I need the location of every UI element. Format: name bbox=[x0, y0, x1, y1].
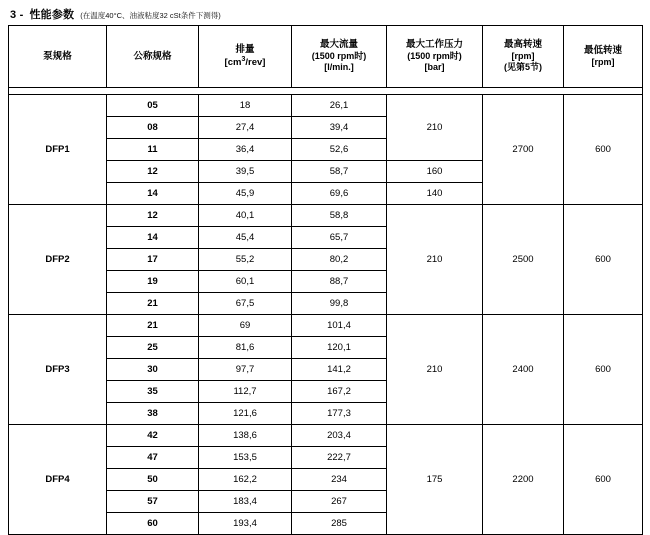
cell-displacement: 81,6 bbox=[199, 337, 292, 359]
cell-max-speed: 2200 bbox=[483, 425, 564, 535]
cell-flow: 101,4 bbox=[292, 315, 387, 337]
cell-min-speed: 600 bbox=[564, 315, 643, 425]
cell-displacement: 69 bbox=[199, 315, 292, 337]
section-heading bbox=[10, 6, 642, 20]
section-number: 3 - bbox=[10, 9, 24, 21]
cell-min-speed: 600 bbox=[564, 425, 643, 535]
cell-nominal-size: 60 bbox=[107, 513, 199, 535]
column-header-max-pressure: 最大工作压力 (1500 rpm时) [bar] bbox=[387, 26, 483, 88]
cell-nominal-size: 17 bbox=[107, 249, 199, 271]
cell-displacement: 121,6 bbox=[199, 403, 292, 425]
cell-nominal-size: 21 bbox=[107, 293, 199, 315]
cell-displacement: 138,6 bbox=[199, 425, 292, 447]
cell-nominal-size: 47 bbox=[107, 447, 199, 469]
cell-nominal-size: 38 bbox=[107, 403, 199, 425]
cell-nominal-size: 35 bbox=[107, 381, 199, 403]
cell-nominal-size: 14 bbox=[107, 227, 199, 249]
cell-flow: 222,7 bbox=[292, 447, 387, 469]
cell-nominal-size: 42 bbox=[107, 425, 199, 447]
header-separator-cell bbox=[9, 88, 643, 95]
cell-model: DFP4 bbox=[9, 425, 107, 535]
column-header-displacement: 排量 $[cm^3/rev]$ bbox=[199, 26, 292, 88]
cell-pressure: 175 bbox=[387, 425, 483, 535]
table-header bbox=[9, 26, 643, 88]
cell-flow: 69,6 bbox=[292, 183, 387, 205]
column-header-max-speed: 最高转速 [rpm] (见第5节) bbox=[483, 26, 564, 88]
cell-pressure: 160 bbox=[387, 161, 483, 183]
table-header-row bbox=[9, 26, 643, 88]
cell-model: DFP2 bbox=[9, 205, 107, 315]
cell-flow: 58,7 bbox=[292, 161, 387, 183]
cell-pressure: 210 bbox=[387, 315, 483, 425]
performance-table bbox=[8, 25, 643, 535]
cell-displacement: 55,2 bbox=[199, 249, 292, 271]
table-row bbox=[9, 425, 643, 447]
cell-flow: 99,8 bbox=[292, 293, 387, 315]
cell-flow: 285 bbox=[292, 513, 387, 535]
cell-nominal-size: 12 bbox=[107, 205, 199, 227]
cell-flow: 26,1 bbox=[292, 95, 387, 117]
column-header-min-speed: 最低转速 [rpm] bbox=[564, 26, 643, 88]
cell-displacement: 162,2 bbox=[199, 469, 292, 491]
cell-nominal-size: 05 bbox=[107, 95, 199, 117]
cell-flow: 120,1 bbox=[292, 337, 387, 359]
cell-min-speed: 600 bbox=[564, 95, 643, 205]
cell-nominal-size: 57 bbox=[107, 491, 199, 513]
cell-nominal-size: 11 bbox=[107, 139, 199, 161]
cell-displacement: 60,1 bbox=[199, 271, 292, 293]
cell-max-speed: 2400 bbox=[483, 315, 564, 425]
cell-flow: 141,2 bbox=[292, 359, 387, 381]
table-row bbox=[9, 315, 643, 337]
cell-displacement: 67,5 bbox=[199, 293, 292, 315]
cell-displacement: 153,5 bbox=[199, 447, 292, 469]
cell-flow: 234 bbox=[292, 469, 387, 491]
cell-displacement: 18 bbox=[199, 95, 292, 117]
cell-displacement: 97,7 bbox=[199, 359, 292, 381]
cell-flow: 177,3 bbox=[292, 403, 387, 425]
cell-flow: 267 bbox=[292, 491, 387, 513]
table-body bbox=[9, 88, 643, 535]
cell-displacement: 27,4 bbox=[199, 117, 292, 139]
column-header-max-flow: 最大流量 (1500 rpm时) [l/min.] bbox=[292, 26, 387, 88]
cell-displacement: 193,4 bbox=[199, 513, 292, 535]
table-row bbox=[9, 95, 643, 117]
cell-nominal-size: 30 bbox=[107, 359, 199, 381]
column-header-pump-size: 泵规格 bbox=[9, 26, 107, 88]
cell-displacement: 40,1 bbox=[199, 205, 292, 227]
cell-nominal-size: 50 bbox=[107, 469, 199, 491]
cell-pressure: 210 bbox=[387, 205, 483, 315]
cell-nominal-size: 19 bbox=[107, 271, 199, 293]
table-row bbox=[9, 205, 643, 227]
cell-nominal-size: 08 bbox=[107, 117, 199, 139]
cell-max-speed: 2700 bbox=[483, 95, 564, 205]
header-separator-row bbox=[9, 88, 643, 95]
cell-pressure: 140 bbox=[387, 183, 483, 205]
cell-flow: 52,6 bbox=[292, 139, 387, 161]
cell-nominal-size: 25 bbox=[107, 337, 199, 359]
cell-model: DFP1 bbox=[9, 95, 107, 205]
cell-displacement: 39,5 bbox=[199, 161, 292, 183]
cell-flow: 88,7 bbox=[292, 271, 387, 293]
cell-flow: 203,4 bbox=[292, 425, 387, 447]
cell-pressure: 210 bbox=[387, 95, 483, 161]
cell-nominal-size: 14 bbox=[107, 183, 199, 205]
cell-flow: 80,2 bbox=[292, 249, 387, 271]
cell-max-speed: 2500 bbox=[483, 205, 564, 315]
cell-flow: 39,4 bbox=[292, 117, 387, 139]
cell-displacement: 183,4 bbox=[199, 491, 292, 513]
cell-displacement: 36,4 bbox=[199, 139, 292, 161]
cell-displacement: 112,7 bbox=[199, 381, 292, 403]
unit-displacement: $[cm^3/rev]$ bbox=[224, 55, 266, 69]
column-header-nominal-size: 公称规格 bbox=[107, 26, 199, 88]
cell-displacement: 45,4 bbox=[199, 227, 292, 249]
cell-flow: 167,2 bbox=[292, 381, 387, 403]
cell-flow: 65,7 bbox=[292, 227, 387, 249]
cell-nominal-size: 21 bbox=[107, 315, 199, 337]
section-note: (在温度40°C、油液粘度32 cSt条件下测得) bbox=[80, 11, 221, 20]
cell-displacement: 45,9 bbox=[199, 183, 292, 205]
section-title-text: 性能参数 bbox=[29, 9, 75, 21]
cell-nominal-size: 12 bbox=[107, 161, 199, 183]
cell-min-speed: 600 bbox=[564, 205, 643, 315]
cell-model: DFP3 bbox=[9, 315, 107, 425]
cell-flow: 58,8 bbox=[292, 205, 387, 227]
